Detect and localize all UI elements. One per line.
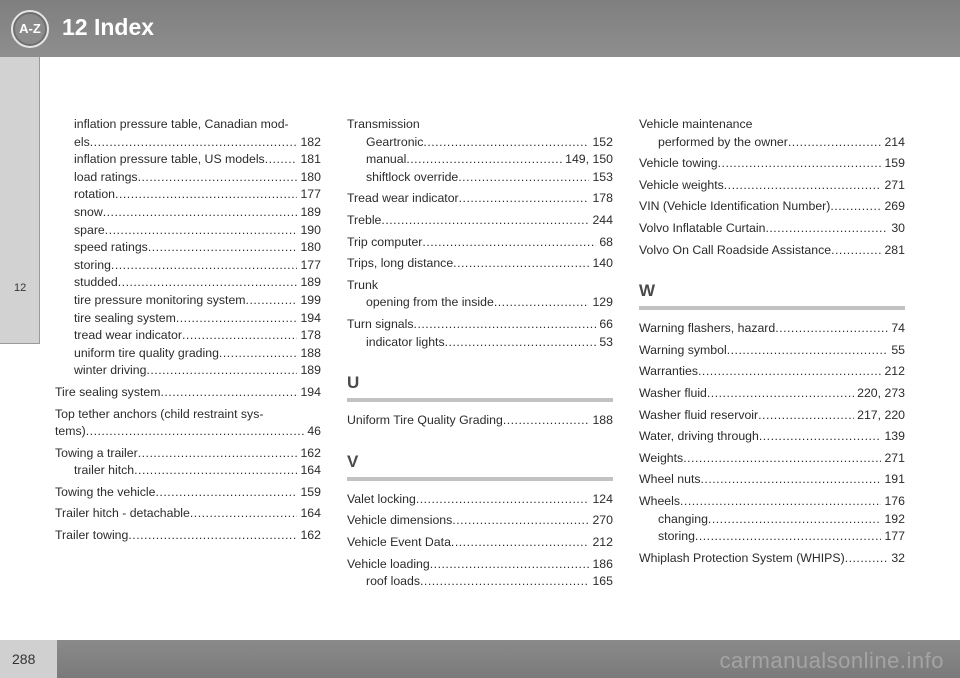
index-subentry-line [347, 294, 613, 312]
index-entry [55, 484, 321, 502]
page-number: 288 [12, 651, 36, 667]
index-entry-line [639, 428, 905, 446]
section-letter: W [639, 281, 656, 301]
index-entry [347, 412, 613, 430]
index-subentry-line [55, 310, 321, 328]
page-reference: 220, 273 [857, 385, 905, 400]
index-entry [639, 428, 905, 446]
dot-leader [406, 151, 562, 169]
entry-text: inflation pressure table, Canadian mod- [74, 117, 289, 131]
page-reference: 153 [592, 169, 613, 184]
index-entry [639, 450, 905, 468]
index-entry [639, 471, 905, 489]
index-entry [347, 556, 613, 591]
page-reference: 32 [891, 550, 905, 565]
entry-text: Trunk [347, 277, 378, 292]
index-subentry-line [347, 169, 613, 187]
entry-text: Trips, long distance [347, 256, 454, 271]
dot-leader [111, 257, 298, 275]
dot-leader [775, 320, 888, 338]
entry-text: Valet locking [347, 491, 416, 506]
entry-text: snow [74, 204, 103, 219]
index-entry [639, 155, 905, 173]
dot-leader [724, 177, 882, 195]
entry-text: Trip computer [347, 234, 423, 249]
index-entry [55, 527, 321, 545]
index-column-2 [347, 116, 613, 595]
index-subentry-line [55, 345, 321, 363]
page-reference: 46 [307, 424, 321, 439]
dot-leader [103, 204, 298, 222]
index-entry [55, 406, 321, 441]
page-reference: 270 [592, 513, 613, 528]
index-column-1 [55, 116, 321, 549]
index-entry-line [347, 412, 613, 430]
index-entry [347, 116, 613, 186]
index-entry [639, 342, 905, 360]
entry-text: Vehicle towing [639, 156, 718, 171]
page-reference: 269 [884, 199, 905, 214]
page-reference: 271 [884, 177, 905, 192]
entry-text: Vehicle maintenance [639, 117, 753, 131]
page-reference: 199 [300, 292, 321, 307]
dot-leader [695, 528, 882, 546]
entry-text: winter driving [74, 363, 147, 378]
entry-text: tire pressure monitoring system [74, 292, 246, 307]
page-reference: 177 [300, 187, 321, 202]
a-z-index-icon: A-Z [11, 10, 49, 48]
index-subentry-line [639, 511, 905, 529]
index-entry-line [347, 190, 613, 208]
dot-leader [503, 412, 590, 430]
watermark-text: carmanualsonline.info [719, 648, 944, 673]
entry-text: spare [74, 222, 105, 237]
page-reference: 281 [884, 242, 905, 257]
index-entry-line [639, 220, 905, 238]
page-reference: 214 [884, 134, 905, 149]
page-reference: 186 [592, 556, 613, 571]
entry-text: shiftlock override [366, 169, 459, 184]
dot-leader [155, 484, 297, 502]
dot-leader [138, 445, 298, 463]
index-subentry-line [55, 292, 321, 310]
index-entry-line [347, 277, 613, 295]
section-divider [347, 477, 613, 481]
page-reference: 165 [592, 574, 613, 589]
page-reference: 66 [599, 316, 613, 331]
index-entry-line [347, 491, 613, 509]
entry-text: performed by the owner [658, 134, 788, 149]
entry-text: storing [74, 257, 111, 272]
page-reference: 212 [884, 364, 905, 379]
entry-text: Vehicle dimensions [347, 513, 453, 528]
index-entry-line [639, 471, 905, 489]
index-entry-line [347, 556, 613, 574]
index-entry [347, 234, 613, 252]
index-entry [639, 116, 905, 151]
dot-leader [420, 573, 589, 591]
index-entry [347, 534, 613, 552]
index-subentry-line [55, 186, 321, 204]
dot-leader [494, 294, 590, 312]
dot-leader [758, 407, 854, 425]
dot-leader [146, 362, 297, 380]
index-entry [639, 493, 905, 546]
entry-text: Trailer hitch - detachable [55, 506, 190, 521]
index-entry-line [639, 320, 905, 338]
index-entry-line [347, 234, 613, 252]
dot-leader [128, 527, 297, 545]
index-subentry-line [347, 573, 613, 591]
entry-text: Turn signals [347, 316, 414, 331]
index-subentry-line [639, 134, 905, 152]
section-divider [347, 398, 613, 402]
index-entry [347, 512, 613, 530]
page-reference: 182 [300, 134, 321, 149]
index-entry-line [55, 527, 321, 545]
page-reference: 68 [599, 234, 613, 249]
index-entry-line [347, 212, 613, 230]
page-reference: 177 [300, 257, 321, 272]
dot-leader [845, 550, 889, 568]
index-entry [55, 116, 321, 380]
index-entry-line [639, 385, 905, 403]
index-entry [55, 505, 321, 523]
index-subentry-line [55, 151, 321, 169]
page-reference: 188 [300, 345, 321, 360]
index-entry-line [639, 407, 905, 425]
entry-text: Warning flashers, hazard [639, 321, 776, 336]
index-subentry-line [55, 134, 321, 152]
dot-leader [265, 151, 298, 169]
index-subentry-line [55, 462, 321, 480]
index-subentry-line [55, 257, 321, 275]
page-reference: 217, 220 [857, 407, 905, 422]
entry-text: Volvo Inflatable Curtain [639, 220, 766, 235]
dot-leader [148, 239, 298, 257]
page-reference: 129 [592, 295, 613, 310]
page-reference: 177 [884, 529, 905, 544]
entry-text: manual [366, 152, 407, 167]
dot-leader [176, 310, 298, 328]
index-entry [55, 384, 321, 402]
entry-text: studded [74, 275, 118, 290]
dot-leader [788, 134, 882, 152]
entry-text: Wheels [639, 493, 681, 508]
index-entry-line [347, 116, 613, 134]
index-entry [347, 190, 613, 208]
page-reference: 164 [300, 506, 321, 521]
index-subentry-line [55, 239, 321, 257]
entry-text: indicator lights [366, 334, 445, 349]
dot-leader [727, 342, 889, 360]
section-letter: V [347, 451, 359, 471]
page-reference: 139 [884, 429, 905, 444]
page-reference: 212 [592, 534, 613, 549]
page-number-box [0, 640, 57, 678]
section-divider [639, 306, 905, 310]
index-entry-line [639, 155, 905, 173]
dot-leader [219, 345, 298, 363]
dot-leader [138, 169, 298, 187]
index-entry [639, 407, 905, 425]
dot-leader [246, 292, 298, 310]
dot-leader [414, 316, 597, 334]
dot-leader [707, 385, 854, 403]
index-entry-line [55, 384, 321, 402]
entry-text: changing [658, 511, 708, 526]
entry-text: Volvo On Call Roadside Assistance [639, 242, 832, 257]
section-letter: U [347, 373, 360, 393]
page-reference: 152 [592, 134, 613, 149]
dot-leader [118, 274, 298, 292]
index-entry [639, 198, 905, 216]
dot-leader [160, 384, 297, 402]
entry-text: opening from the inside [366, 295, 494, 310]
section-heading [347, 452, 613, 481]
dot-leader [830, 198, 881, 216]
entry-text: Whiplash Protection System (WHIPS) [639, 550, 845, 565]
dot-leader [86, 423, 305, 441]
index-column-3 [639, 116, 905, 571]
entry-text: load ratings [74, 169, 138, 184]
dot-leader [698, 363, 881, 381]
index-subentry-line [347, 151, 613, 169]
dot-leader [430, 556, 590, 574]
index-entry-line [639, 342, 905, 360]
index-subentry-line [55, 274, 321, 292]
index-entry-line [639, 550, 905, 568]
page-reference: 124 [592, 491, 613, 506]
index-entry-line [55, 406, 321, 424]
index-entry [639, 550, 905, 568]
entry-text: Vehicle Event Data [347, 534, 451, 549]
index-entry-line [347, 255, 613, 273]
dot-leader [701, 471, 882, 489]
page-reference: 192 [884, 511, 905, 526]
page-reference: 149, 150 [565, 152, 613, 167]
index-entry [347, 277, 613, 312]
index-subentry-line [55, 222, 321, 240]
index-entry [639, 220, 905, 238]
entry-text: speed ratings [74, 240, 148, 255]
entry-text: roof loads [366, 574, 421, 589]
page-reference: 244 [592, 212, 613, 227]
entry-text: Top tether anchors (child restraint sys- [55, 406, 264, 421]
entry-text: Tire sealing system [55, 384, 161, 399]
page-reference: 180 [300, 169, 321, 184]
entry-text: uniform tire quality grading [74, 345, 219, 360]
entry-text: inflation pressure table, US models [74, 152, 265, 167]
index-subentry-line [55, 327, 321, 345]
chapter-header [0, 0, 960, 57]
page-reference: 55 [891, 342, 905, 357]
page-reference: 159 [300, 484, 321, 499]
page-reference: 188 [592, 413, 613, 428]
index-subentry-line [55, 169, 321, 187]
page-reference: 180 [300, 240, 321, 255]
index-entry-line [639, 450, 905, 468]
index-entry [639, 242, 905, 260]
page-reference: 194 [300, 310, 321, 325]
dot-leader [423, 134, 589, 152]
index-entry-line [55, 445, 321, 463]
dot-leader [105, 222, 298, 240]
entry-text: Trailer towing [55, 528, 129, 543]
index-entry [55, 445, 321, 480]
dot-leader [765, 220, 888, 238]
entry-text: tire sealing system [74, 310, 176, 325]
index-subentry-line [347, 134, 613, 152]
index-entry-line [55, 423, 321, 441]
entry-text: Geartronic [366, 134, 424, 149]
entry-text: rotation [74, 187, 116, 202]
section-heading [347, 373, 613, 402]
page-reference: 271 [884, 450, 905, 465]
chapter-title: 12 Index [62, 14, 155, 40]
entry-text: trailer hitch [74, 463, 135, 478]
entry-text: Weights [639, 450, 684, 465]
dot-leader [115, 186, 297, 204]
entry-text: Washer fluid reservoir [639, 407, 759, 422]
page-reference: 194 [300, 384, 321, 399]
dot-leader [451, 534, 590, 552]
page-reference: 191 [884, 472, 905, 487]
dot-leader [182, 327, 297, 345]
index-subentry-line [347, 334, 613, 352]
dot-leader [134, 462, 297, 480]
page-reference: 178 [300, 328, 321, 343]
index-entry-line [639, 198, 905, 216]
section-heading [639, 281, 905, 310]
entry-text: Water, driving through [639, 429, 759, 444]
index-subentry-line [55, 204, 321, 222]
page-reference: 164 [300, 463, 321, 478]
entry-text: Uniform Tire Quality Grading [347, 413, 503, 428]
entry-text: Washer fluid [639, 385, 707, 400]
index-entry [639, 363, 905, 381]
entry-text: Warranties [639, 364, 698, 379]
dot-leader [683, 450, 881, 468]
index-entry [639, 320, 905, 338]
entry-text: Warning symbol [639, 342, 727, 357]
page-reference: 189 [300, 204, 321, 219]
page-reference: 140 [592, 256, 613, 271]
index-entry [347, 316, 613, 351]
chapter-side-tab [0, 57, 40, 344]
dot-leader [422, 234, 596, 252]
index-entry [639, 177, 905, 195]
entry-text: Towing a trailer [55, 445, 138, 460]
index-entry-line [347, 316, 613, 334]
index-entry [347, 255, 613, 273]
index-subentry-line [55, 362, 321, 380]
dot-leader [708, 511, 882, 529]
page-reference: 189 [300, 275, 321, 290]
page-reference: 162 [300, 445, 321, 460]
index-entry [639, 385, 905, 403]
entry-text: Treble [347, 212, 382, 227]
page-reference: 178 [592, 191, 613, 206]
entry-text: Wheel nuts [639, 472, 701, 487]
dot-leader [381, 212, 589, 230]
page-reference: 53 [599, 334, 613, 349]
dot-leader [452, 512, 589, 530]
page-reference: 181 [300, 152, 321, 167]
index-entry-line [639, 116, 905, 134]
entry-text: Towing the vehicle [55, 484, 156, 499]
dot-leader [759, 428, 882, 446]
entry-text: els [74, 134, 90, 149]
entry-text: VIN (Vehicle Identification Number) [639, 199, 831, 214]
index-entry [347, 491, 613, 509]
page-reference: 176 [884, 493, 905, 508]
index-entry-line [347, 512, 613, 530]
entry-text: tread wear indicator [74, 328, 182, 343]
index-entry-line [639, 177, 905, 195]
dot-leader [718, 155, 882, 173]
index-subentry-line [55, 116, 321, 134]
dot-leader [459, 190, 590, 208]
dot-leader [416, 491, 590, 509]
index-entry-line [639, 242, 905, 260]
dot-leader [190, 505, 298, 523]
entry-text: Vehicle loading [347, 556, 430, 571]
dot-leader [680, 493, 881, 511]
page-reference: 162 [300, 528, 321, 543]
dot-leader [458, 169, 589, 187]
entry-text: Transmission [347, 117, 420, 131]
page-reference: 190 [300, 222, 321, 237]
index-entry-line [347, 534, 613, 552]
index-entry-line [639, 493, 905, 511]
dot-leader [445, 334, 597, 352]
dot-leader [90, 134, 298, 152]
entry-text: Tread wear indicator [347, 191, 459, 206]
page-reference: 74 [891, 321, 905, 336]
entry-text: tems) [55, 424, 86, 439]
page-reference: 189 [300, 363, 321, 378]
index-entry [347, 212, 613, 230]
index-entry-line [55, 505, 321, 523]
chapter-side-tab-label: 12 [14, 282, 27, 294]
dot-leader [831, 242, 881, 260]
index-subentry-line [639, 528, 905, 546]
dot-leader [453, 255, 589, 273]
page-reference: 30 [891, 220, 905, 235]
index-entry-line [55, 484, 321, 502]
entry-text: storing [658, 529, 695, 544]
entry-text: Vehicle weights [639, 177, 724, 192]
index-entry-line [639, 363, 905, 381]
page-reference: 159 [884, 156, 905, 171]
